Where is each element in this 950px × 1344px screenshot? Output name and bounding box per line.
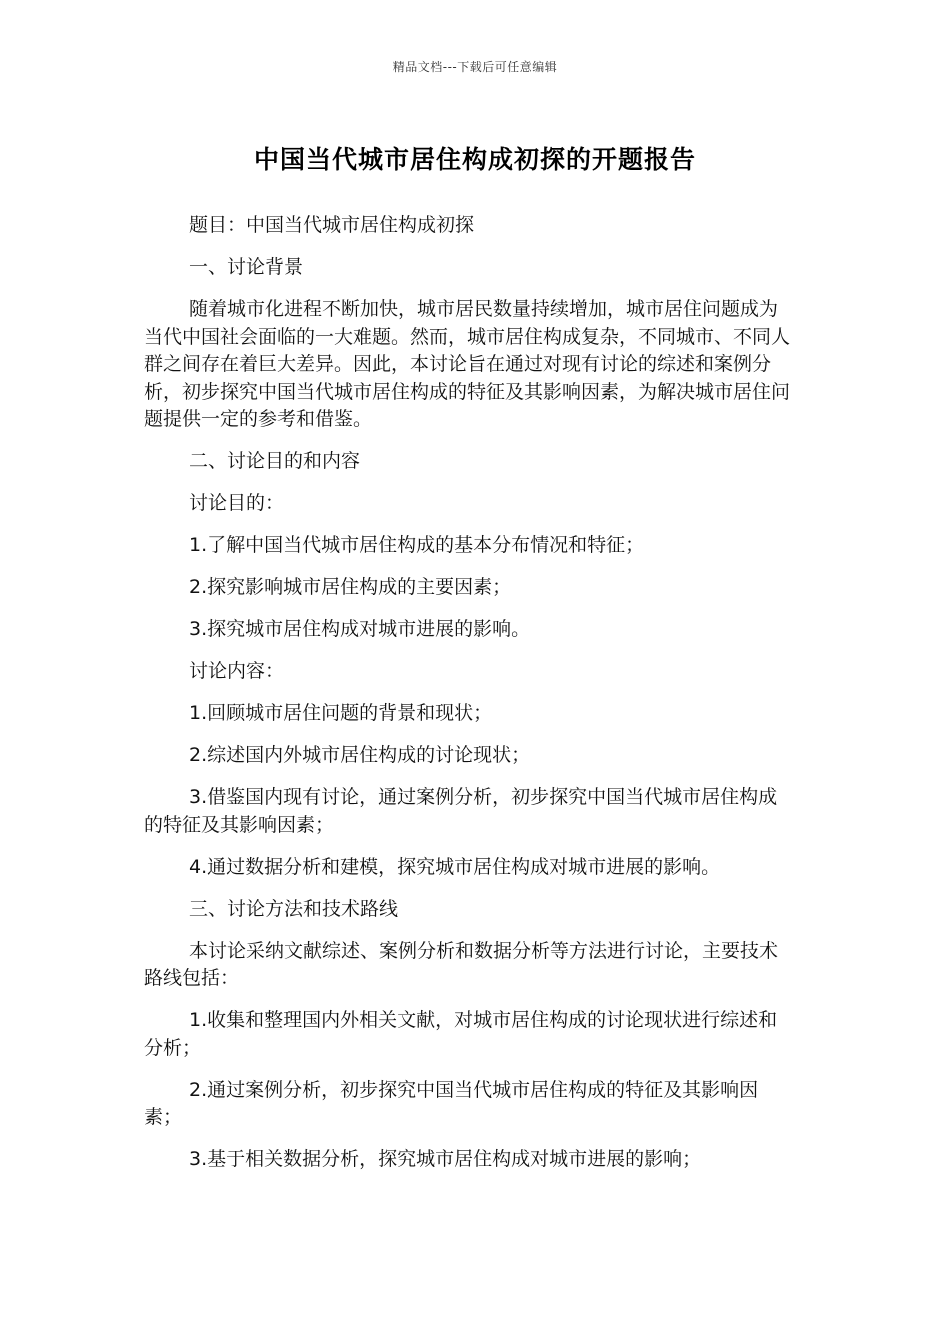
document-body	[144, 212, 794, 1188]
topic-line: 题目：中国当代城市居住构成初探	[189, 214, 475, 236]
section-heading-background: 一、讨论背景	[189, 256, 304, 278]
list-item: 2.综述国内外城市居住构成的讨论现状；	[189, 744, 531, 766]
purpose-label: 讨论目的：	[189, 492, 285, 514]
background-paragraph: 随着城市化进程不断加快，城市居民数量持续增加，城市居住问题成为当代中国社会面临的一大难题。然而，城市居住构成复杂，不同城市、不同人群之间存在着巨大差异。因此，本讨论旨在通过对现有讨论的综述和案例分析，初步探究中国当代城市居住构成的特征及其影响因素，为解决城市居住问题提供一定的参考和借鉴。	[144, 298, 791, 430]
list-item: 3.基于相关数据分析，探究城市居住构成对城市进展的影响；	[189, 1148, 702, 1170]
header-note: 精品文档---下载后可任意编辑	[392, 60, 558, 74]
page-title: 中国当代城市居住构成初探的开题报告	[253, 145, 696, 174]
methods-paragraph: 本讨论采纳文献综述、案例分析和数据分析等方法进行讨论，主要技术路线包括：	[144, 939, 779, 989]
list-item: 2.通过案例分析，初步探究中国当代城市居住构成的特征及其影响因素；	[144, 1078, 759, 1128]
list-item: 4.通过数据分析和建模，探究城市居住构成对城市进展的影响。	[189, 855, 721, 878]
list-item: 3.借鉴国内现有讨论，通过案例分析，初步探究中国当代城市居住构成的特征及其影响因素；	[144, 786, 778, 836]
section-heading-purpose-content: 二、讨论目的和内容	[189, 450, 361, 472]
section-heading-methods: 三、讨论方法和技术路线	[189, 897, 399, 920]
list-item: 3.探究城市居住构成对城市进展的影响。	[189, 618, 531, 640]
content-label: 讨论内容：	[189, 660, 285, 682]
list-item: 1.回顾城市居住问题的背景和现状；	[189, 702, 493, 724]
list-item: 1.了解中国当代城市居住构成的基本分布情况和特征；	[189, 534, 645, 556]
list-item: 2.探究影响城市居住构成的主要因素；	[189, 576, 512, 598]
list-item: 1.收集和整理国内外相关文献，对城市居住构成的讨论现状进行综述和分析；	[144, 1009, 778, 1059]
